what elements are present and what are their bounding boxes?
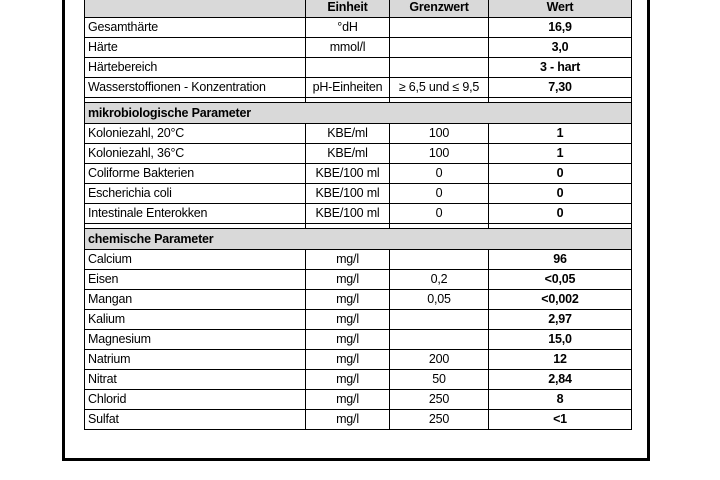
parameter-name: Nitrat <box>85 370 306 390</box>
table-row <box>85 18 632 38</box>
parameter-name: Gesamthärte <box>85 18 306 38</box>
table-row <box>85 204 632 224</box>
parameter-unit: KBE/ml <box>306 124 390 144</box>
parameter-name: Mangan <box>85 290 306 310</box>
parameter-limit: 0 <box>390 204 489 224</box>
parameter-unit: mmol/l <box>306 38 390 58</box>
parameter-value: 1 <box>489 144 632 164</box>
parameter-limit: 0,05 <box>390 290 489 310</box>
parameter-unit: mg/l <box>306 390 390 410</box>
header-unit: Einheit <box>306 0 390 18</box>
parameter-unit: KBE/100 ml <box>306 184 390 204</box>
parameter-limit: 100 <box>390 144 489 164</box>
parameter-name: Calcium <box>85 250 306 270</box>
table-row <box>85 78 632 98</box>
parameter-value: <0,05 <box>489 270 632 290</box>
table-row <box>85 370 632 390</box>
table-row <box>85 350 632 370</box>
table-row <box>85 250 632 270</box>
parameter-limit: 50 <box>390 370 489 390</box>
table-row <box>85 164 632 184</box>
parameter-name: Natrium <box>85 350 306 370</box>
parameter-limit: 250 <box>390 410 489 430</box>
parameter-unit: mg/l <box>306 310 390 330</box>
parameter-unit: mg/l <box>306 250 390 270</box>
parameter-name: Härte <box>85 38 306 58</box>
parameter-unit: KBE/100 ml <box>306 204 390 224</box>
section-title: chemische Parameter <box>85 229 632 250</box>
table-row <box>85 290 632 310</box>
table-row <box>85 310 632 330</box>
table-row <box>85 410 632 430</box>
table-row <box>85 144 632 164</box>
parameter-unit: pH-Einheiten <box>306 78 390 98</box>
parameter-unit: KBE/ml <box>306 144 390 164</box>
parameter-name: Eisen <box>85 270 306 290</box>
parameter-limit <box>390 330 489 350</box>
header-parameter <box>85 0 306 18</box>
parameter-unit: KBE/100 ml <box>306 164 390 184</box>
parameter-value: 7,30 <box>489 78 632 98</box>
parameter-limit: 0 <box>390 164 489 184</box>
parameter-limit <box>390 310 489 330</box>
parameter-limit: 100 <box>390 124 489 144</box>
parameter-name: Koloniezahl, 20°C <box>85 124 306 144</box>
parameter-unit: mg/l <box>306 410 390 430</box>
parameter-value: 96 <box>489 250 632 270</box>
section-title: mikrobiologische Parameter <box>85 103 632 124</box>
parameter-value: 15,0 <box>489 330 632 350</box>
parameter-value: 3,0 <box>489 38 632 58</box>
header-limit: Grenzwert <box>390 0 489 18</box>
parameter-unit: mg/l <box>306 350 390 370</box>
parameter-name: Magnesium <box>85 330 306 350</box>
parameter-unit: mg/l <box>306 270 390 290</box>
water-quality-table <box>84 0 632 430</box>
parameter-name: Härtebereich <box>85 58 306 78</box>
parameter-name: Sulfat <box>85 410 306 430</box>
table-row <box>85 124 632 144</box>
parameter-value: 1 <box>489 124 632 144</box>
parameter-limit <box>390 250 489 270</box>
parameter-limit: ≥ 6,5 und ≤ 9,5 <box>390 78 489 98</box>
parameter-unit: mg/l <box>306 290 390 310</box>
table-row <box>85 270 632 290</box>
parameter-limit: 0 <box>390 184 489 204</box>
table-row <box>85 38 632 58</box>
parameter-value: <1 <box>489 410 632 430</box>
parameter-unit: mg/l <box>306 330 390 350</box>
parameter-unit: mg/l <box>306 370 390 390</box>
parameter-value: <0,002 <box>489 290 632 310</box>
parameter-limit <box>390 38 489 58</box>
table-row <box>85 330 632 350</box>
table-row <box>85 58 632 78</box>
parameter-name: Chlorid <box>85 390 306 410</box>
parameter-limit <box>390 58 489 78</box>
parameter-name: Escherichia coli <box>85 184 306 204</box>
parameter-name: Coliforme Bakterien <box>85 164 306 184</box>
parameter-value: 3 - hart <box>489 58 632 78</box>
parameter-value: 0 <box>489 164 632 184</box>
parameter-value: 0 <box>489 184 632 204</box>
section-microbiological <box>85 103 632 124</box>
parameter-limit <box>390 18 489 38</box>
header-row <box>85 0 632 18</box>
parameter-value: 12 <box>489 350 632 370</box>
parameter-limit: 0,2 <box>390 270 489 290</box>
header-value: Wert <box>489 0 632 18</box>
parameter-value: 16,9 <box>489 18 632 38</box>
parameter-name: Kalium <box>85 310 306 330</box>
parameter-value: 8 <box>489 390 632 410</box>
section-chemical <box>85 229 632 250</box>
parameter-name: Intestinale Enterokken <box>85 204 306 224</box>
parameter-value: 2,97 <box>489 310 632 330</box>
parameter-name: Koloniezahl, 36°C <box>85 144 306 164</box>
parameter-limit: 250 <box>390 390 489 410</box>
table-row <box>85 390 632 410</box>
parameter-value: 2,84 <box>489 370 632 390</box>
parameter-name: Wasserstoffionen - Konzentration <box>85 78 306 98</box>
parameter-value: 0 <box>489 204 632 224</box>
parameter-unit: °dH <box>306 18 390 38</box>
table-row <box>85 184 632 204</box>
parameter-limit: 200 <box>390 350 489 370</box>
parameter-unit <box>306 58 390 78</box>
